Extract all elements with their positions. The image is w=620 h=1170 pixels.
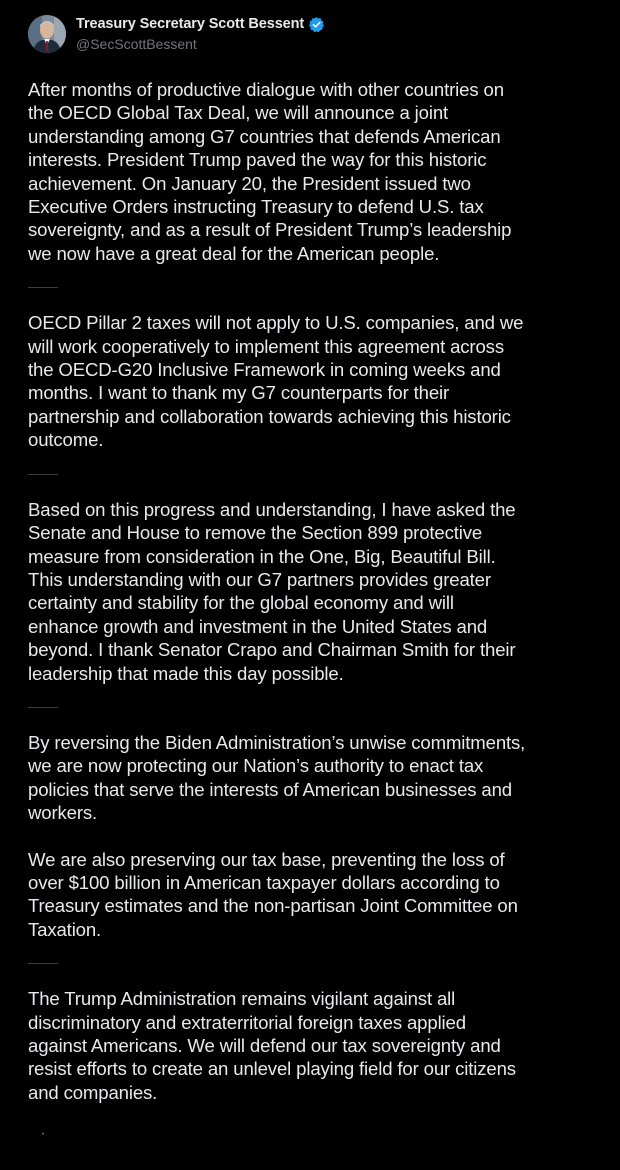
display-name[interactable]: Treasury Secretary Scott Bessent [76,16,305,32]
tweet-header [28,12,325,56]
paragraph: OECD Pillar 2 taxes will not apply to U.S. companies, and we will work cooperatively to implement this agreement across the OECD-G20 Inclusive Framework in coming weeks and months. I want to thank my G7 counterparts for their partnership and collaboration towards achieving this historic outcome. [28,312,524,451]
artifact-dot-icon: • [42,1132,45,1138]
section-divider [28,287,58,288]
profile-photo-icon [28,15,66,53]
display-name-row [76,14,325,34]
section-divider [28,707,58,708]
section-divider [28,474,58,475]
tweet-body [28,78,608,1104]
verified-badge-icon[interactable] [308,16,325,33]
avatar[interactable] [28,15,66,53]
section-divider [28,963,58,964]
paragraph: After months of productive dialogue with other countries on the OECD Global Tax Deal, we will announce a joint understanding among G7 countries that defends American interests. President Trump paved the way for this historic achievement. On January 20, the President issued two Executive Orders instructing Treasury to defend U.S. tax sovereignty, and as a result of President Trump’s leadership we now have a great deal for the American people. [28,79,512,264]
author-names [76,14,325,54]
paragraph: By reversing the Biden Administration’s unwise commitments, we are now protecting our Nation’s authority to enact tax policies that serve the interests of American businesses and workers. [28,731,526,824]
author-handle[interactable]: @SecScottBessent [76,36,197,52]
paragraph: The Trump Administration remains vigilant against all discriminatory and extraterritorial foreign taxes applied against Americans. We will defend our tax sovereignty and resist efforts to create an unlevel playing field for our citizens and companies. [28,988,516,1103]
paragraph: Based on this progress and understanding, I have asked the Senate and House to remove the Section 899 protective measure from consideration in the One, Big, Beautiful Bill. This understanding with our G7 partners provides greater certainty and stability for the global economy and will enhance growth and investment in the United States and beyond. I thank Senator Crapo and Chairman Smith for their leadership that made this day possible. [28,498,516,684]
paragraph-gap [28,825,608,848]
paragraph: We are also preserving our tax base, preventing the loss of over $100 billion in American taxpayer dollars according to Treasury estimates and the non-partisan Joint Committee on Taxation. [28,848,518,940]
